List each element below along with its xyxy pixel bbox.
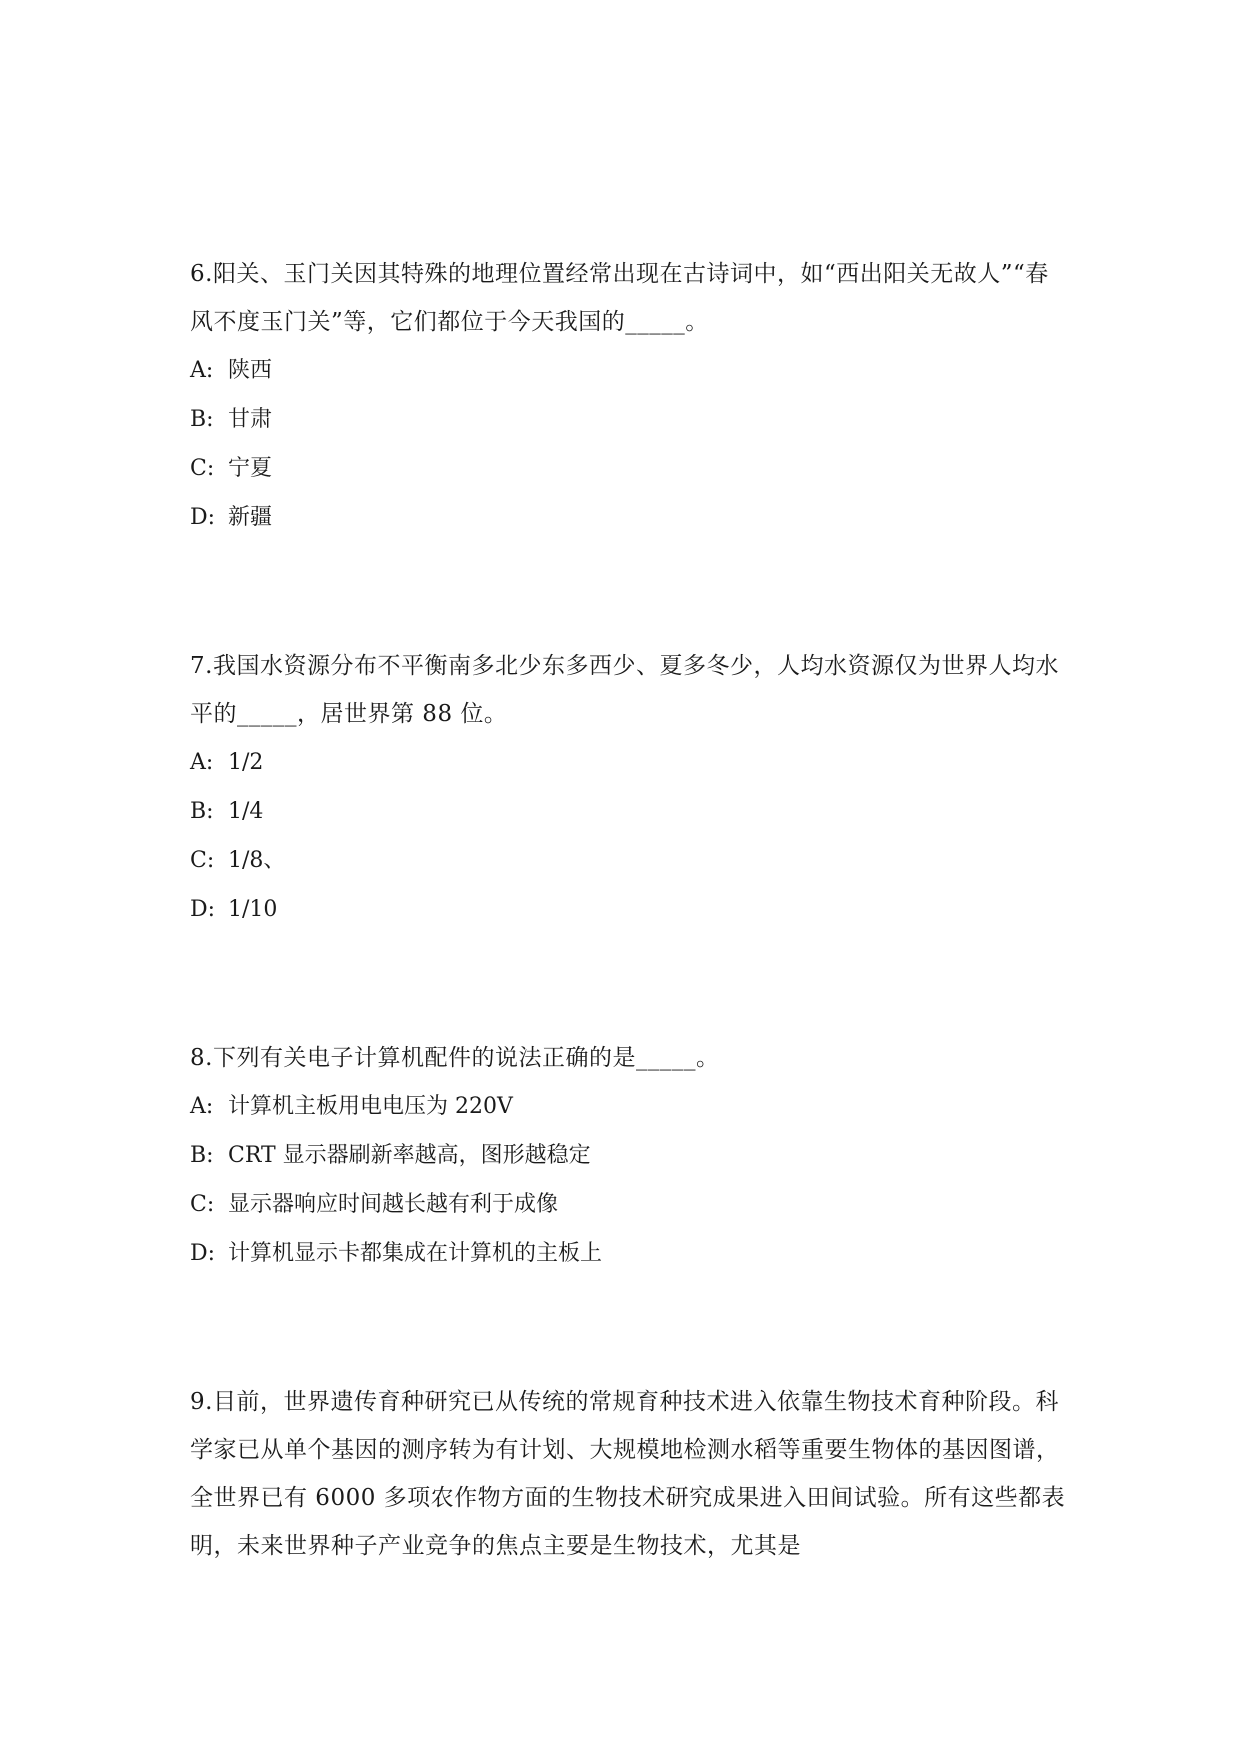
option-text: 陕西	[228, 358, 273, 383]
question-stem: 6.阳关、玉门关因其特殊的地理位置经常出现在古诗词中，如“西出阳关无故人”“春风不度玉门关”等，它们都位于今天我国的_____。	[190, 261, 1049, 335]
option-key: A:	[190, 1094, 214, 1119]
question-stem: 7.我国水资源分布不平衡南多北少东多西少、夏多冬少，人均水资源仅为世界人均水平的_____，居世界第 88 位。	[190, 653, 1059, 727]
option-d	[190, 1229, 1070, 1278]
question-6	[190, 250, 1070, 542]
option-b	[190, 787, 1070, 836]
option-text: 甘肃	[228, 407, 273, 432]
option-text: 显示器响应时间越长越有利于成像	[228, 1192, 559, 1217]
question-7	[190, 642, 1070, 934]
option-key: D:	[190, 897, 216, 922]
option-key: C:	[190, 848, 215, 873]
option-key: C:	[190, 456, 215, 481]
option-b	[190, 395, 1070, 444]
option-a	[190, 738, 1070, 787]
option-a	[190, 1082, 1070, 1131]
option-text: 宁夏	[228, 456, 273, 481]
option-key: A:	[190, 750, 214, 775]
option-text: 1/10	[228, 897, 278, 922]
option-c	[190, 444, 1070, 493]
option-key: D:	[190, 1241, 216, 1266]
question-8	[190, 1034, 1070, 1278]
option-text: CRT 显示器刷新率越高，图形越稳定	[228, 1143, 591, 1168]
option-text: 计算机显示卡都集成在计算机的主板上	[228, 1241, 603, 1266]
option-text: 计算机主板用电电压为 220V	[228, 1094, 513, 1119]
question-9	[190, 1378, 1070, 1570]
option-a	[190, 346, 1070, 395]
option-c	[190, 836, 1070, 885]
option-text: 1/4	[228, 799, 264, 824]
option-key: C:	[190, 1192, 215, 1217]
option-b	[190, 1131, 1070, 1180]
question-stem: 8.下列有关电子计算机配件的说法正确的是_____。	[190, 1045, 720, 1071]
option-text: 1/8、	[228, 848, 286, 873]
option-key: D:	[190, 505, 216, 530]
option-d	[190, 493, 1070, 542]
option-key: B:	[190, 1143, 214, 1168]
option-text: 1/2	[228, 750, 264, 775]
question-stem: 9.目前，世界遗传育种研究已从传统的常规育种技术进入依靠生物技术育种阶段。科学家已从单个基因的测序转为有计划、大规模地检测水稻等重要生物体的基因图谱，全世界已有 6000 多项农作物方面的生物技术研究成果进入田间试验。所有这些都表明，未来世界种子产业竞争的焦点主要是生物技术，尤其是	[190, 1389, 1066, 1559]
option-key: B:	[190, 799, 214, 824]
option-key: A:	[190, 358, 214, 383]
option-text: 新疆	[228, 505, 273, 530]
option-key: B:	[190, 407, 214, 432]
option-c	[190, 1180, 1070, 1229]
option-d	[190, 885, 1070, 934]
